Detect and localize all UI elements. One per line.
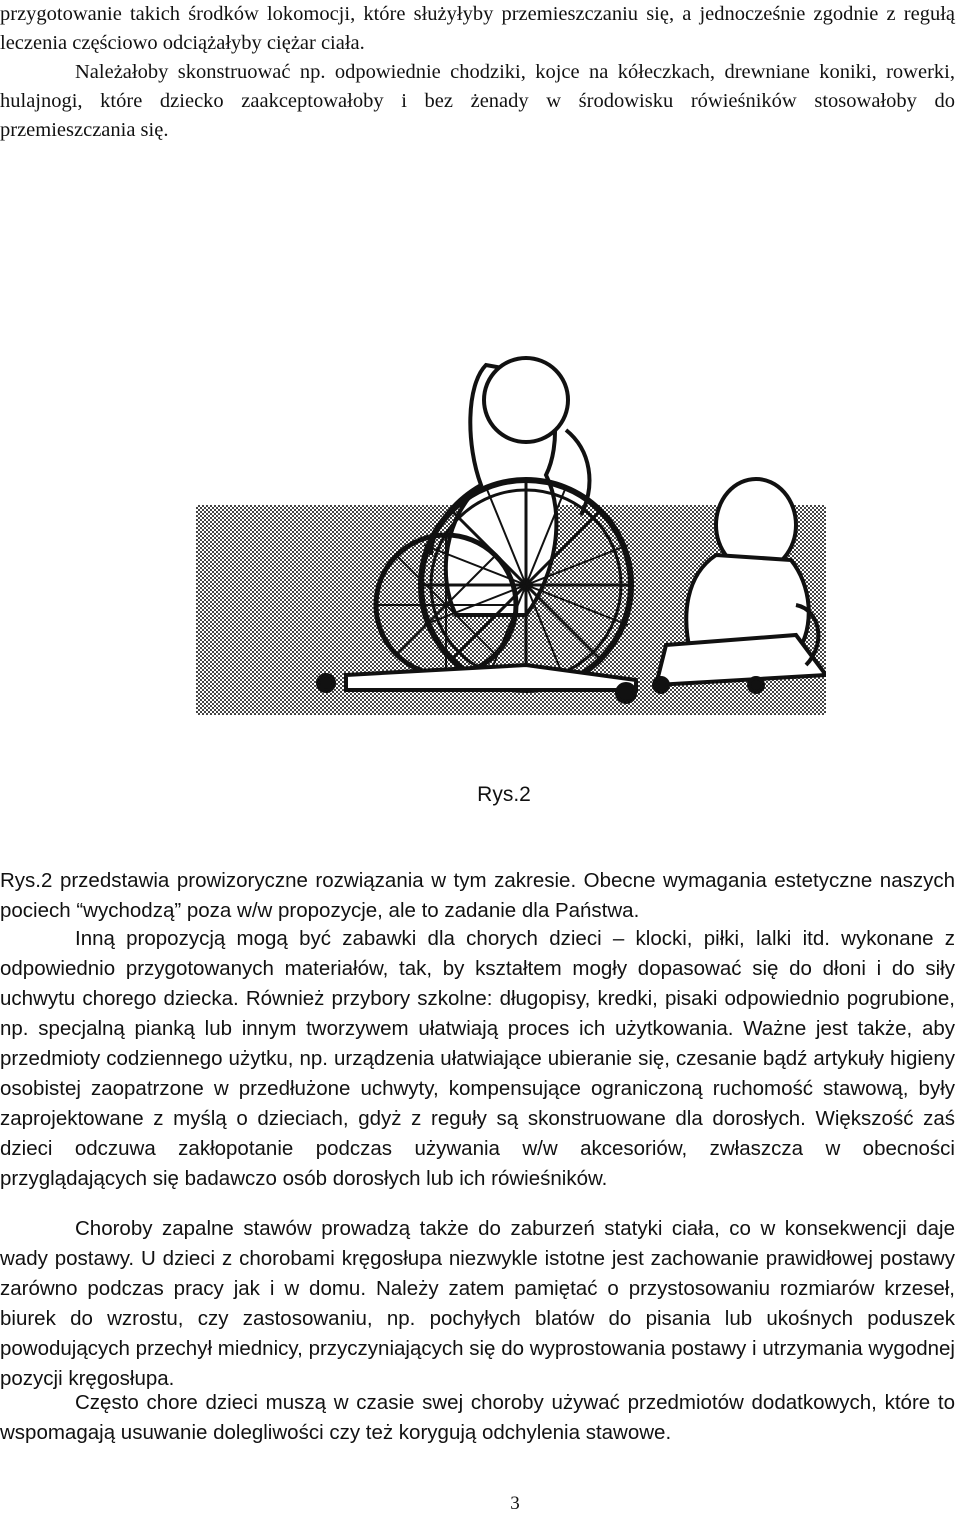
- paragraph-mobility-aids: Należałoby skonstruować np. odpowiednie chodziki, kojce na kółeczkach, drewniane koniki, rowerki, hulajnogi, które dziecko zaakceptowałoby i bez żenady w środowisku rówieśników stosowałoby do przemieszczania się.: [0, 61, 955, 141]
- paragraph-posture-text: Choroby zapalne stawów prowadzą także do zaburzeń statyki ciała, co w konsekwencji daje wady postawy. U dzieci z chorobami kręgosłupa niezwykle istotne jest zachowanie prawidłowej postawy zarówno podczas pracy jak i w domu. Należy zatem pamiętać o przystosowaniu rozmiarów krzeseł, biurek do wzrostu, czy zastosowaniu, np. pochyłych blatów do pisania lub ukośnych poduszek powodujących przechył miednicy, przyczyniających się do wyprostowania postawy i utrzymania wygodnej pozycji kręgosłupa.: [0, 1217, 955, 1390]
- paragraph-auxiliary-items-text: Często chore dzieci muszą w czasie swej choroby używać przedmiotów dodatkowych, które to wspomagają usuwanie dolegliwości czy też korygują odchylenia stawowe.: [0, 1391, 955, 1444]
- page-number: 3: [510, 1493, 520, 1514]
- figure-caption: Rys.2: [477, 783, 531, 806]
- paragraph-figure-description-text: Rys.2 przedstawia prowizoryczne rozwiązania w tym zakresie. Obecne wymagania estetyczne naszych pociech “wychodzą” poza w/w propozycje, ale to zadanie dla Państwa.: [0, 869, 955, 922]
- large-wheel: [421, 480, 631, 690]
- figure-illustration: [196, 215, 826, 715]
- paragraph-posture: [0, 1214, 955, 1394]
- paragraph-intro-continuation: przygotowanie takich środków lokomocji, które służyłyby przemieszczaniu się, a jednocześnie zgodnie z regułą leczenia częściowo odciążałyby ciężar ciała.: [0, 3, 955, 54]
- paragraph-auxiliary-items: [0, 1388, 955, 1448]
- paragraph-toys-and-tools-text: Inną propozycją mogą być zabawki dla chorych dzieci – klocki, piłki, lalki itd. wykonane z odpowiednio przygotowanych materiałów, tak, by kształtem mogły dopasować się do dłoni i do siły uchwytu chorego dziecka. Również przybory szkolne: długopisy, kredki, pisaki odpowiednio pogrubione, np. specjalną pianką lub innym tworzywem ułatwiają proces ich użytkowania. Ważne jest także, aby przedmioty codziennego użytku, np. urządzenia ułatwiające ubieranie się, czesanie bądź artykuły higieny osobistej zaopatrzone w przedłużone uchwyty, kompensujące ograniczoną ruchomość stawową, były zaprojektowane z myślą o dzieciach, gdyż z reguły są skonstruowane dla dorosłych. Większość zaś dzieci odczuwa zakłopotanie podczas używania w/w akcesoriów, zwłaszcza w obecności przyglądających się badawczo osób dorosłych lub ich rówieśników.: [0, 927, 955, 1190]
- paragraph-figure-description: [0, 866, 955, 926]
- second-wheel: [376, 535, 516, 675]
- children-on-wheeled-toys-illustration: [196, 215, 826, 715]
- paragraph-toys-and-tools: [0, 924, 955, 1194]
